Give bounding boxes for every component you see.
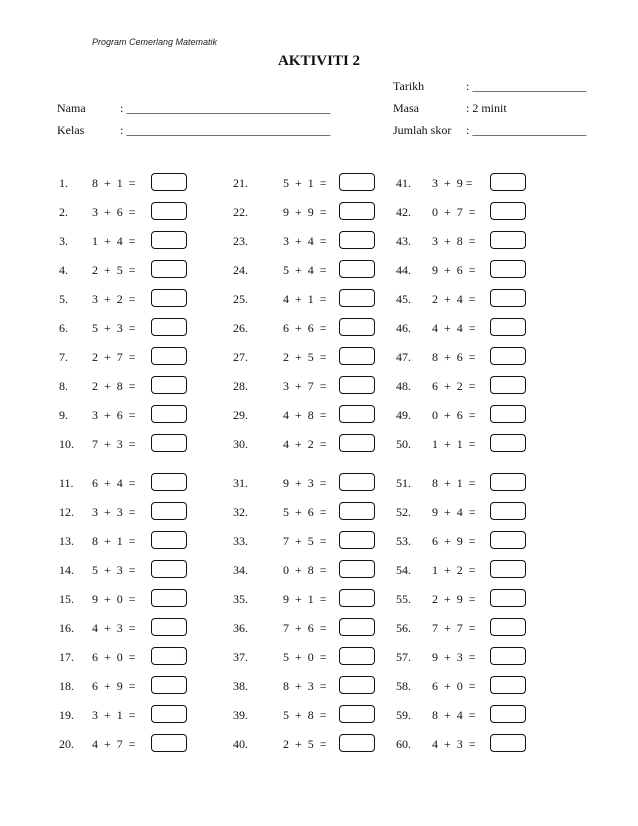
problem-expression: 7 + 7 = <box>432 621 476 635</box>
problem-number: 7. <box>59 350 68 364</box>
problem-expression: 7 + 3 = <box>92 437 136 451</box>
problem-expression: 8 + 3 = <box>283 679 327 693</box>
problem-row <box>59 289 199 309</box>
problem-number: 27. <box>233 350 248 364</box>
problem-row <box>59 173 199 193</box>
problem-number: 42. <box>396 205 411 219</box>
answer-box[interactable] <box>151 502 187 520</box>
problem-number: 8. <box>59 379 68 393</box>
problem-number: 12. <box>59 505 74 519</box>
answer-box[interactable] <box>151 202 187 220</box>
answer-box[interactable] <box>490 347 526 365</box>
problem-number: 21. <box>233 176 248 190</box>
problem-expression: 8 + 1 = <box>92 534 136 548</box>
problem-number: 51. <box>396 476 411 490</box>
answer-box[interactable] <box>490 376 526 394</box>
answer-box[interactable] <box>490 473 526 491</box>
problem-row <box>233 734 373 754</box>
answer-box[interactable] <box>490 618 526 636</box>
answer-box[interactable] <box>151 289 187 307</box>
problem-number: 48. <box>396 379 411 393</box>
problem-number: 49. <box>396 408 411 422</box>
answer-box[interactable] <box>339 705 375 723</box>
problem-expression: 4 + 4 = <box>432 321 476 335</box>
problem-row <box>233 618 373 638</box>
answer-box[interactable] <box>339 502 375 520</box>
problem-expression: 3 + 7 = <box>283 379 327 393</box>
answer-box[interactable] <box>151 231 187 249</box>
answer-box[interactable] <box>339 318 375 336</box>
problem-row <box>233 318 373 338</box>
problem-row <box>396 289 536 309</box>
answer-box[interactable] <box>339 560 375 578</box>
answer-box[interactable] <box>151 560 187 578</box>
answer-box[interactable] <box>151 260 187 278</box>
problem-number: 36. <box>233 621 248 635</box>
problem-row <box>396 589 536 609</box>
answer-box[interactable] <box>490 405 526 423</box>
answer-box[interactable] <box>490 318 526 336</box>
problem-number: 32. <box>233 505 248 519</box>
answer-box[interactable] <box>151 531 187 549</box>
problem-expression: 6 + 9 = <box>432 534 476 548</box>
problem-number: 52. <box>396 505 411 519</box>
answer-box[interactable] <box>339 347 375 365</box>
problem-number: 58. <box>396 679 411 693</box>
problem-row <box>59 376 199 396</box>
problem-number: 45. <box>396 292 411 306</box>
answer-box[interactable] <box>339 473 375 491</box>
answer-box[interactable] <box>151 647 187 665</box>
problem-row <box>396 531 536 551</box>
problem-expression: 9 + 1 = <box>283 592 327 606</box>
tarikh-field[interactable]: : ___________________ <box>466 79 587 93</box>
problem-row <box>59 531 199 551</box>
problem-row <box>233 289 373 309</box>
problem-number: 16. <box>59 621 74 635</box>
problem-row <box>396 502 536 522</box>
answer-box[interactable] <box>339 676 375 694</box>
kelas-label: Kelas <box>57 123 85 137</box>
answer-box[interactable] <box>490 289 526 307</box>
problem-row <box>59 618 199 638</box>
problem-expression: 1 + 4 = <box>92 234 136 248</box>
answer-box[interactable] <box>339 734 375 752</box>
problem-row <box>396 405 536 425</box>
problem-expression: 6 + 0 = <box>92 650 136 664</box>
answer-box[interactable] <box>339 202 375 220</box>
problem-row <box>396 318 536 338</box>
problem-expression: 9 + 0 = <box>92 592 136 606</box>
answer-box[interactable] <box>151 376 187 394</box>
problem-expression: 8 + 4 = <box>432 708 476 722</box>
problem-number: 39. <box>233 708 248 722</box>
problem-row <box>396 376 536 396</box>
answer-box[interactable] <box>490 434 526 452</box>
answer-box[interactable] <box>339 376 375 394</box>
jumlah-skor-label: Jumlah skor <box>393 123 452 137</box>
problem-expression: 0 + 6 = <box>432 408 476 422</box>
problem-expression: 4 + 8 = <box>283 408 327 422</box>
problem-row <box>233 560 373 580</box>
problem-number: 38. <box>233 679 248 693</box>
answer-box[interactable] <box>339 231 375 249</box>
problem-expression: 5 + 6 = <box>283 505 327 519</box>
problem-row <box>59 705 199 725</box>
answer-box[interactable] <box>339 589 375 607</box>
masa-label: Masa <box>393 101 419 115</box>
problem-expression: 5 + 3 = <box>92 321 136 335</box>
answer-box[interactable] <box>490 676 526 694</box>
answer-box[interactable] <box>151 618 187 636</box>
problem-number: 41. <box>396 176 411 190</box>
problem-row <box>59 473 199 493</box>
problem-row <box>233 531 373 551</box>
problem-number: 28. <box>233 379 248 393</box>
problem-row <box>59 434 199 454</box>
problem-number: 43. <box>396 234 411 248</box>
problem-row <box>396 434 536 454</box>
problem-expression: 8 + 1 = <box>92 176 136 190</box>
tarikh-label: Tarikh <box>393 79 425 93</box>
problem-number: 26. <box>233 321 248 335</box>
problem-expression: 5 + 3 = <box>92 563 136 577</box>
problem-number: 37. <box>233 650 248 664</box>
answer-box[interactable] <box>490 647 526 665</box>
problem-row <box>59 502 199 522</box>
problem-expression: 3 + 9 = <box>432 176 473 190</box>
answer-box[interactable] <box>339 405 375 423</box>
nama-field[interactable]: : __________________________________ <box>120 101 331 115</box>
problem-number: 1. <box>59 176 68 190</box>
problem-expression: 6 + 2 = <box>432 379 476 393</box>
problem-expression: 4 + 3 = <box>92 621 136 635</box>
problem-row <box>59 260 199 280</box>
answer-box[interactable] <box>151 734 187 752</box>
problem-row <box>233 405 373 425</box>
problem-expression: 5 + 4 = <box>283 263 327 277</box>
problem-row <box>233 589 373 609</box>
problem-row <box>59 202 199 222</box>
problem-expression: 2 + 7 = <box>92 350 136 364</box>
problem-number: 46. <box>396 321 411 335</box>
problem-expression: 9 + 3 = <box>432 650 476 664</box>
answer-box[interactable] <box>339 531 375 549</box>
problem-expression: 4 + 7 = <box>92 737 136 751</box>
problem-row <box>396 202 536 222</box>
answer-box[interactable] <box>339 289 375 307</box>
problem-row <box>396 347 536 367</box>
answer-box[interactable] <box>151 318 187 336</box>
problem-row <box>59 647 199 667</box>
problem-number: 19. <box>59 708 74 722</box>
problem-number: 25. <box>233 292 248 306</box>
problem-number: 56. <box>396 621 411 635</box>
problem-expression: 6 + 6 = <box>283 321 327 335</box>
problem-number: 55. <box>396 592 411 606</box>
problem-expression: 2 + 5 = <box>92 263 136 277</box>
answer-box[interactable] <box>490 502 526 520</box>
problem-row <box>59 347 199 367</box>
problem-row <box>396 260 536 280</box>
answer-box[interactable] <box>151 705 187 723</box>
problem-row <box>396 560 536 580</box>
problem-row <box>233 434 373 454</box>
problem-row <box>59 589 199 609</box>
problem-expression: 5 + 8 = <box>283 708 327 722</box>
problem-expression: 9 + 9 = <box>283 205 327 219</box>
problem-expression: 9 + 4 = <box>432 505 476 519</box>
answer-box[interactable] <box>151 434 187 452</box>
answer-box[interactable] <box>339 434 375 452</box>
problem-number: 20. <box>59 737 74 751</box>
jumlah-skor-field[interactable]: : ___________________ <box>466 123 587 137</box>
answer-box[interactable] <box>151 173 187 191</box>
problem-row <box>233 676 373 696</box>
problem-expression: 2 + 4 = <box>432 292 476 306</box>
problem-number: 29. <box>233 408 248 422</box>
problem-expression: 2 + 9 = <box>432 592 476 606</box>
problem-number: 9. <box>59 408 68 422</box>
problem-expression: 8 + 1 = <box>432 476 476 490</box>
answer-box[interactable] <box>151 347 187 365</box>
problem-expression: 3 + 6 = <box>92 408 136 422</box>
answer-box[interactable] <box>490 231 526 249</box>
problem-expression: 4 + 3 = <box>432 737 476 751</box>
problem-number: 23. <box>233 234 248 248</box>
problem-expression: 3 + 3 = <box>92 505 136 519</box>
answer-box[interactable] <box>151 676 187 694</box>
problem-row <box>59 231 199 251</box>
problem-expression: 7 + 6 = <box>283 621 327 635</box>
problem-expression: 2 + 5 = <box>283 350 327 364</box>
problem-expression: 1 + 2 = <box>432 563 476 577</box>
problem-row <box>233 173 373 193</box>
answer-box[interactable] <box>490 589 526 607</box>
problem-row <box>59 318 199 338</box>
problem-expression: 3 + 8 = <box>432 234 476 248</box>
answer-box[interactable] <box>339 647 375 665</box>
problem-number: 15. <box>59 592 74 606</box>
problem-row <box>59 560 199 580</box>
problem-expression: 8 + 6 = <box>432 350 476 364</box>
problem-row <box>396 647 536 667</box>
problem-expression: 3 + 6 = <box>92 205 136 219</box>
problem-expression: 0 + 7 = <box>432 205 476 219</box>
answer-box[interactable] <box>151 405 187 423</box>
problem-row <box>233 647 373 667</box>
problem-expression: 0 + 8 = <box>283 563 327 577</box>
problem-expression: 9 + 3 = <box>283 476 327 490</box>
problem-number: 22. <box>233 205 248 219</box>
problem-expression: 1 + 1 = <box>432 437 476 451</box>
problem-number: 50. <box>396 437 411 451</box>
problem-row <box>233 502 373 522</box>
problem-expression: 5 + 0 = <box>283 650 327 664</box>
problem-row <box>396 705 536 725</box>
problem-row <box>59 405 199 425</box>
answer-box[interactable] <box>151 473 187 491</box>
problem-row <box>396 473 536 493</box>
problem-number: 40. <box>233 737 248 751</box>
problem-row <box>233 231 373 251</box>
problem-number: 4. <box>59 263 68 277</box>
problem-row <box>59 676 199 696</box>
problem-row <box>396 734 536 754</box>
problem-expression: 4 + 2 = <box>283 437 327 451</box>
program-name: Program Cemerlang Matematik <box>92 37 218 47</box>
problem-number: 44. <box>396 263 411 277</box>
problem-number: 18. <box>59 679 74 693</box>
answer-box[interactable] <box>490 734 526 752</box>
problem-expression: 9 + 6 = <box>432 263 476 277</box>
problem-expression: 4 + 1 = <box>283 292 327 306</box>
problem-expression: 3 + 2 = <box>92 292 136 306</box>
problem-expression: 3 + 4 = <box>283 234 327 248</box>
problem-number: 30. <box>233 437 248 451</box>
problem-expression: 3 + 1 = <box>92 708 136 722</box>
problem-number: 59. <box>396 708 411 722</box>
kelas-field[interactable]: : __________________________________ <box>120 123 331 137</box>
problem-number: 2. <box>59 205 68 219</box>
problem-number: 14. <box>59 563 74 577</box>
problem-expression: 6 + 0 = <box>432 679 476 693</box>
problem-expression: 6 + 9 = <box>92 679 136 693</box>
problem-row <box>59 734 199 754</box>
problem-row <box>233 202 373 222</box>
answer-box[interactable] <box>490 531 526 549</box>
problem-number: 35. <box>233 592 248 606</box>
answer-box[interactable] <box>490 173 526 191</box>
answer-box[interactable] <box>490 202 526 220</box>
problem-number: 5. <box>59 292 68 306</box>
problem-number: 11. <box>59 476 74 490</box>
problem-row <box>233 347 373 367</box>
problem-number: 13. <box>59 534 74 548</box>
answer-box[interactable] <box>490 260 526 278</box>
problem-number: 34. <box>233 563 248 577</box>
answer-box[interactable] <box>151 589 187 607</box>
problem-expression: 7 + 5 = <box>283 534 327 548</box>
problem-row <box>233 705 373 725</box>
masa-value: : 2 minit <box>466 101 507 115</box>
problem-number: 47. <box>396 350 411 364</box>
problem-row <box>233 473 373 493</box>
answer-box[interactable] <box>490 560 526 578</box>
answer-box[interactable] <box>339 260 375 278</box>
problem-number: 33. <box>233 534 248 548</box>
problem-number: 24. <box>233 263 248 277</box>
problem-expression: 6 + 4 = <box>92 476 136 490</box>
problem-row <box>396 231 536 251</box>
problem-number: 17. <box>59 650 74 664</box>
problem-number: 54. <box>396 563 411 577</box>
problem-expression: 5 + 1 = <box>283 176 327 190</box>
problem-number: 3. <box>59 234 68 248</box>
problem-number: 10. <box>59 437 74 451</box>
problem-number: 53. <box>396 534 411 548</box>
nama-label: Nama <box>57 101 86 115</box>
problem-number: 6. <box>59 321 68 335</box>
answer-box[interactable] <box>339 173 375 191</box>
problem-row <box>396 676 536 696</box>
page-title: AKTIVITI 2 <box>277 53 361 69</box>
problem-row <box>233 260 373 280</box>
problem-row <box>396 173 536 193</box>
problem-number: 60. <box>396 737 411 751</box>
problem-number: 57. <box>396 650 411 664</box>
problem-expression: 2 + 5 = <box>283 737 327 751</box>
problem-row <box>233 376 373 396</box>
problem-row <box>396 618 536 638</box>
problem-expression: 2 + 8 = <box>92 379 136 393</box>
problem-number: 31. <box>233 476 248 490</box>
answer-box[interactable] <box>339 618 375 636</box>
answer-box[interactable] <box>490 705 526 723</box>
